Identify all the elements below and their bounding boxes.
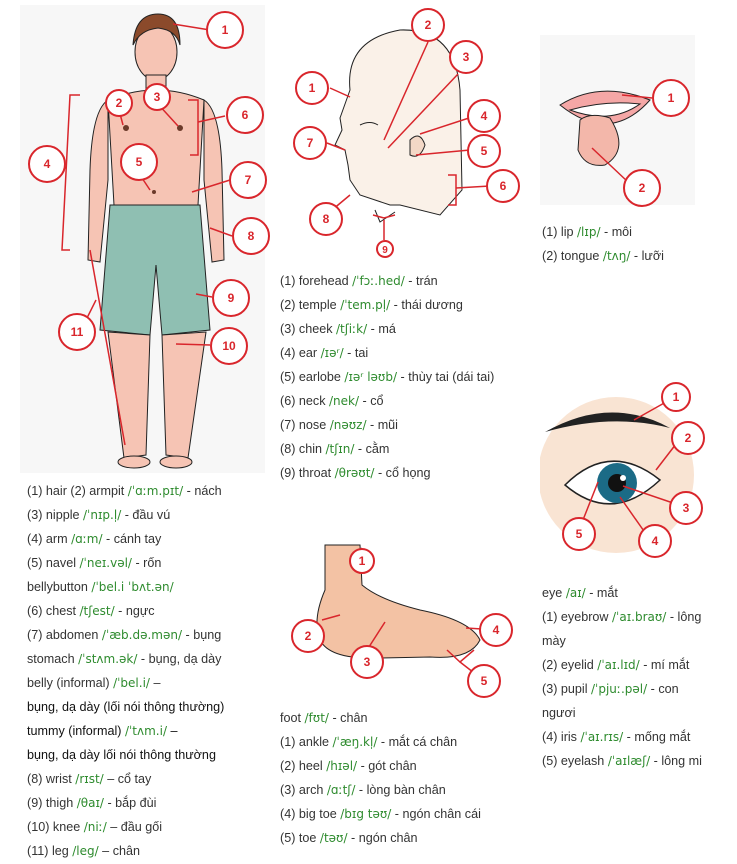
- head-callout-number: 8: [322, 212, 330, 226]
- mouth-vocab-item: [542, 244, 732, 268]
- ipa-transcription: /fʊt/: [304, 711, 329, 725]
- meaning: - cằm: [354, 442, 390, 456]
- foot-vocab-item: [280, 778, 530, 802]
- head-vocab-list: [280, 269, 530, 485]
- mouth-vocab-list: [542, 220, 732, 268]
- term: (9) throat: [280, 466, 335, 480]
- body-callout-number: 11: [70, 325, 84, 339]
- body-callout-number: 3: [153, 90, 161, 104]
- head-illustration: [285, 5, 535, 265]
- meaning: - rốn: [131, 556, 162, 570]
- foot-callout-number: 4: [492, 623, 500, 637]
- ipa-transcription: /θaɪ/: [76, 796, 104, 810]
- term: (11) leg: [27, 844, 73, 858]
- head-callout-5: [468, 135, 500, 167]
- body-vocab-item: [27, 599, 277, 623]
- eye-callout-4: [639, 525, 671, 557]
- term: (4) big toe: [280, 807, 341, 821]
- ipa-transcription: /tʃɪn/: [325, 442, 355, 456]
- eye-callout-number: 2: [684, 431, 692, 445]
- meaning: - lòng bàn chân: [355, 783, 446, 797]
- head-callout-7: [294, 127, 326, 159]
- foot-vocab-item: [280, 754, 530, 778]
- head-vocab-item: [280, 437, 530, 461]
- meaning: - gót chân: [357, 759, 417, 773]
- eye-callout-5: [563, 518, 595, 550]
- head-callout-number: 6: [499, 179, 507, 193]
- term: bụng, dạ dày lối nói thông thường: [27, 748, 216, 762]
- body-callout-6: [227, 97, 263, 133]
- meaning: - lông: [666, 610, 702, 624]
- foot-vocab-item: [280, 730, 530, 754]
- head-callout-1: [296, 72, 328, 104]
- body-callout-7: [230, 162, 266, 198]
- eye-vocab-item: [542, 629, 732, 653]
- ipa-transcription: /ˈpjuː.pəl/: [591, 682, 648, 696]
- eye-vocab-item: [542, 653, 732, 677]
- body-vocab-list: [27, 479, 277, 863]
- meaning: - bắp đùi: [103, 796, 157, 810]
- mouth-callout-number: 1: [667, 91, 675, 105]
- ipa-transcription: /ˈaɪ.braʊ/: [612, 610, 667, 624]
- head-callout-number: 9: [382, 245, 388, 256]
- head-vocab-item: [280, 389, 530, 413]
- term: stomach: [27, 652, 79, 666]
- head-callout-number: 2: [424, 18, 432, 32]
- meaning: - mắt cá chân: [377, 735, 458, 749]
- body-callout-number: 1: [221, 23, 229, 37]
- term: (3) nipple: [27, 508, 84, 522]
- eye-callout-1: [662, 383, 690, 411]
- ipa-transcription: /lɪp/: [577, 225, 601, 239]
- head-callout-number: 5: [480, 144, 488, 158]
- ipa-transcription: /ɑːtʃ/: [326, 783, 356, 797]
- foot-callout-number: 5: [480, 674, 488, 688]
- ipa-transcription: /ˈtʌm.i/: [124, 724, 167, 738]
- ipa-transcription: /ˈnɪp.l̩/: [83, 508, 122, 522]
- term: (1) hair (2) armpit: [27, 484, 128, 498]
- head-callout-number: 1: [308, 81, 316, 95]
- eye-vocab-item: [542, 581, 732, 605]
- term: (1) ankle: [280, 735, 333, 749]
- body-vocab-item: [27, 719, 277, 743]
- meaning: - nách: [183, 484, 222, 498]
- head-callout-3: [450, 41, 482, 73]
- head-callout-2: [412, 9, 444, 41]
- eye-callout-number: 3: [682, 501, 690, 515]
- mouth-illustration: [540, 35, 700, 215]
- term: bụng, dạ dày (lối nói thông thường): [27, 700, 225, 714]
- ipa-transcription: /bɪg təʊ/: [340, 807, 392, 821]
- ipa-transcription: /ɑːm/: [71, 532, 103, 546]
- mouth-vocab-item: [542, 220, 732, 244]
- term: (10) knee: [27, 820, 84, 834]
- mouth-callout-2: [624, 170, 660, 206]
- term: (7) abdomen: [27, 628, 102, 642]
- body-vocab-item: [27, 551, 277, 575]
- mouth-callout-1: [653, 80, 689, 116]
- ipa-transcription: /ˈɑːm.pɪt/: [127, 484, 184, 498]
- body-callout-number: 6: [241, 108, 249, 122]
- foot-vocab-item: [280, 826, 530, 850]
- term: (3) cheek: [280, 322, 336, 336]
- body-callout-number: 10: [222, 339, 236, 353]
- head-callout-number: 4: [480, 109, 488, 123]
- term: (2) eyelid: [542, 658, 598, 672]
- foot-callout-1: [350, 549, 374, 573]
- foot-callout-5: [468, 665, 500, 697]
- body-callout-1: [207, 12, 243, 48]
- eye-vocab-item: [542, 677, 732, 701]
- meaning: –: [167, 724, 178, 738]
- meaning: - trán: [404, 274, 438, 288]
- head-callout-8: [310, 203, 342, 235]
- body-callout-9: [213, 280, 249, 316]
- body-vocab-item: [27, 671, 277, 695]
- ipa-transcription: /nəʊz/: [329, 418, 367, 432]
- term: (1) lip: [542, 225, 577, 239]
- meaning: - cánh tay: [102, 532, 162, 546]
- body-vocab-item: [27, 743, 277, 767]
- ipa-transcription: /θrəʊt/: [334, 466, 375, 480]
- foot-callout-2: [292, 620, 324, 652]
- term: (4) ear: [280, 346, 321, 360]
- foot-callout-number: 3: [363, 655, 371, 669]
- term: (5) navel: [27, 556, 80, 570]
- ipa-transcription: /ˈstʌm.ək/: [78, 652, 138, 666]
- ipa-transcription: /ˈbel.i ˈbʌt.ən/: [91, 580, 174, 594]
- term: tummy (informal): [27, 724, 125, 738]
- body-vocab-item: [27, 479, 277, 503]
- term: foot: [280, 711, 305, 725]
- meaning: - mắt: [585, 586, 618, 600]
- ipa-transcription: /ɪəʳ/: [320, 346, 344, 360]
- ipa-transcription: /ˈæb.də.mən/: [101, 628, 182, 642]
- term: (6) chest: [27, 604, 80, 618]
- meaning: - tai: [343, 346, 369, 360]
- eye-callout-3: [670, 492, 702, 524]
- body-callout-11: [59, 314, 95, 350]
- ipa-transcription: /tʃest/: [79, 604, 115, 618]
- meaning: - mũi: [366, 418, 398, 432]
- head-callout-6: [487, 170, 519, 202]
- meaning: - ngực: [114, 604, 155, 618]
- body-callout-8: [233, 218, 269, 254]
- body-callout-5: [121, 144, 157, 180]
- ipa-transcription: /ˈbel.i/: [113, 676, 150, 690]
- meaning: - con: [647, 682, 679, 696]
- foot-callout-number: 2: [304, 629, 312, 643]
- body-callout-10: [211, 328, 247, 364]
- head-vocab-item: [280, 341, 530, 365]
- head-callout-number: 3: [462, 50, 470, 64]
- head-vocab-item: [280, 413, 530, 437]
- term: (4) arm: [27, 532, 72, 546]
- term: (6) neck: [280, 394, 329, 408]
- term: (3) pupil: [542, 682, 591, 696]
- ipa-transcription: /ɪəʳ ləʊb/: [344, 370, 397, 384]
- eye-callout-number: 1: [672, 390, 680, 404]
- foot-callout-4: [480, 614, 512, 646]
- body-vocab-item: [27, 695, 277, 719]
- ipa-transcription: /tʃiːk/: [336, 322, 368, 336]
- ipa-transcription: /tʌŋ/: [602, 249, 631, 263]
- ipa-transcription: /hɪəl/: [326, 759, 358, 773]
- eye-callout-number: 5: [575, 527, 583, 541]
- ipa-transcription: /təʊ/: [319, 831, 348, 845]
- meaning: - cổ: [359, 394, 384, 408]
- meaning: - lưỡi: [630, 249, 664, 263]
- ipa-transcription: /rɪst/: [75, 772, 104, 786]
- meaning: - mí mắt: [639, 658, 690, 672]
- body-callout-4: [29, 146, 65, 182]
- term: (5) eyelash: [542, 754, 608, 768]
- body-vocab-item: [27, 527, 277, 551]
- ipa-transcription: /nek/: [329, 394, 360, 408]
- body-vocab-item: [27, 791, 277, 815]
- head-callout-9: [377, 241, 393, 257]
- term: (4) iris: [542, 730, 581, 744]
- ipa-transcription: /ˈaɪlæʃ/: [607, 754, 651, 768]
- foot-vocab-item: [280, 706, 530, 730]
- term: (2) temple: [280, 298, 341, 312]
- ipa-transcription: /ˈæŋ.kl̩/: [332, 735, 378, 749]
- meaning: - ngón chân cái: [391, 807, 481, 821]
- term: (2) tongue: [542, 249, 603, 263]
- ipa-transcription: /niː/: [83, 820, 107, 834]
- meaning: - bụng: [182, 628, 222, 642]
- eye-illustration: [540, 380, 720, 580]
- foot-callout-number: 1: [358, 554, 366, 568]
- eye-callout-2: [672, 422, 704, 454]
- ipa-transcription: /ˈaɪ.rɪs/: [580, 730, 624, 744]
- term: belly (informal): [27, 676, 114, 690]
- body-callout-number: 8: [247, 229, 255, 243]
- body-illustration: [20, 5, 275, 475]
- head-callout-4: [468, 100, 500, 132]
- meaning: - mống mắt: [623, 730, 691, 744]
- term: (8) chin: [280, 442, 326, 456]
- ipa-transcription: /ˈneɪ.vəl/: [79, 556, 132, 570]
- term: (2) heel: [280, 759, 327, 773]
- ipa-transcription: /aɪ/: [565, 586, 586, 600]
- meaning: – đầu gối: [106, 820, 163, 834]
- term: mày: [542, 634, 566, 648]
- meaning: - đầu vú: [121, 508, 171, 522]
- mouth-callout-number: 2: [638, 181, 646, 195]
- term: (3) arch: [280, 783, 327, 797]
- meaning: - bụng, dạ dày: [137, 652, 222, 666]
- meaning: - cổ họng: [374, 466, 431, 480]
- term: (7) nose: [280, 418, 330, 432]
- term: (1) forehead: [280, 274, 353, 288]
- foot-vocab-item: [280, 802, 530, 826]
- eye-vocab-item: [542, 725, 732, 749]
- head-vocab-item: [280, 269, 530, 293]
- ipa-transcription: /leg/: [72, 844, 99, 858]
- eye-vocab-item: [542, 701, 732, 725]
- body-callout-number: 4: [43, 157, 51, 171]
- body-vocab-item: [27, 815, 277, 839]
- body-vocab-item: [27, 503, 277, 527]
- term: bellybutton: [27, 580, 92, 594]
- foot-illustration: [285, 540, 525, 700]
- meaning: - chân: [328, 711, 368, 725]
- term: (8) wrist: [27, 772, 76, 786]
- body-vocab-item: [27, 839, 277, 863]
- body-vocab-item: [27, 767, 277, 791]
- meaning: - ngón chân: [347, 831, 418, 845]
- ipa-transcription: /ˈtem.pl̩/: [340, 298, 391, 312]
- term: (1) eyebrow: [542, 610, 612, 624]
- body-callout-number: 5: [135, 155, 143, 169]
- meaning: – chân: [98, 844, 140, 858]
- body-callout-2: [106, 90, 132, 116]
- meaning: - má: [367, 322, 396, 336]
- head-vocab-item: [280, 293, 530, 317]
- head-callout-number: 7: [306, 136, 314, 150]
- body-callout-number: 9: [227, 291, 235, 305]
- body-vocab-item: [27, 575, 277, 599]
- body-vocab-item: [27, 623, 277, 647]
- foot-vocab-list: [280, 706, 530, 850]
- body-callout-number: 2: [115, 96, 123, 110]
- term: (5) earlobe: [280, 370, 345, 384]
- head-vocab-item: [280, 461, 530, 485]
- eye-vocab-item: [542, 605, 732, 629]
- meaning: –: [149, 676, 161, 690]
- body-callout-3: [144, 84, 170, 110]
- eye-vocab-list: [542, 581, 732, 773]
- term: ngươi: [542, 706, 576, 720]
- head-vocab-item: [280, 317, 530, 341]
- term: (9) thigh: [27, 796, 77, 810]
- body-callout-number: 7: [244, 173, 252, 187]
- eye-callout-number: 4: [651, 534, 659, 548]
- meaning: - lông mi: [650, 754, 702, 768]
- meaning: - thái dương: [390, 298, 463, 312]
- body-vocab-item: [27, 647, 277, 671]
- term: eye: [542, 586, 566, 600]
- foot-callout-3: [351, 646, 383, 678]
- eye-vocab-item: [542, 749, 732, 773]
- meaning: - thùy tai (dái tai): [397, 370, 495, 384]
- head-vocab-item: [280, 365, 530, 389]
- ipa-transcription: /ˈaɪ.lɪd/: [597, 658, 640, 672]
- ipa-transcription: /ˈfɔː.hed/: [352, 274, 405, 288]
- meaning: – cổ tay: [103, 772, 152, 786]
- term: (5) toe: [280, 831, 320, 845]
- meaning: - môi: [600, 225, 632, 239]
